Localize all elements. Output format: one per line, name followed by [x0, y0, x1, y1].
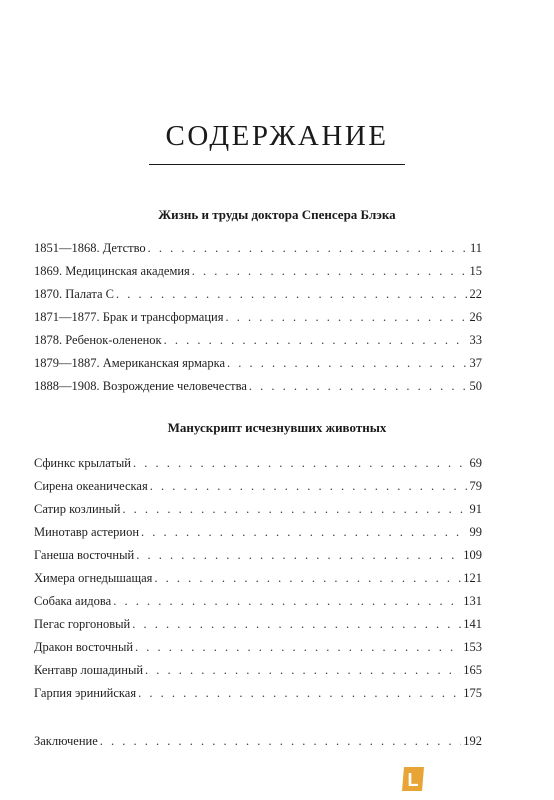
section-heading-manuscript: Манускрипт исчезнувших животных: [167, 420, 387, 435]
page-title: СОДЕРЖАНИЕ: [165, 120, 389, 152]
dot-leader: [148, 240, 468, 256]
toc-entry-label: 1888—1908. Возрождение человечества: [34, 379, 247, 393]
toc-entry-page: 50: [469, 379, 482, 393]
toc-entry-page: 69: [469, 456, 482, 470]
toc-entry-label: Собака аидова: [34, 594, 112, 608]
toc-entry[interactable]: [34, 662, 482, 678]
toc-entry[interactable]: [34, 355, 482, 371]
toc-entry[interactable]: [34, 378, 482, 394]
toc-entry-label: 1878. Ребенок-олененок: [34, 333, 162, 347]
toc-entry-label: Дракон восточный: [34, 640, 134, 654]
toc-entry[interactable]: [34, 685, 482, 701]
toc-entry-label: Минотавр астерион: [34, 525, 140, 539]
toc-entry-page: 11: [469, 241, 482, 255]
dot-leader: [133, 455, 468, 471]
toc-entry-label: Гарпия эринийская: [34, 686, 137, 700]
toc-entry-page: 192: [463, 734, 482, 748]
toc-entry-page: 109: [463, 548, 482, 562]
dot-leader: [138, 685, 461, 701]
toc-entry-page: 99: [469, 525, 482, 539]
toc-entry-page: 37: [469, 356, 482, 370]
toc-entry-page: 131: [463, 594, 482, 608]
toc-entry[interactable]: [34, 332, 482, 348]
toc-entry-label: Сатир козлиный: [34, 502, 121, 516]
dot-leader: [164, 332, 468, 348]
dot-leader: [141, 524, 467, 540]
toc-entry[interactable]: [34, 501, 482, 517]
dot-leader: [150, 478, 468, 494]
toc-entry[interactable]: [34, 570, 482, 586]
toc-entry[interactable]: [34, 547, 482, 563]
toc-entry-label: 1870. Палата С: [34, 287, 115, 301]
dot-leader: [154, 570, 461, 586]
toc-entry-closing[interactable]: [34, 733, 482, 749]
toc-entry-page: 153: [463, 640, 482, 654]
dot-leader: [249, 378, 468, 394]
title-underline: [149, 164, 405, 165]
toc-entry-page: 22: [469, 287, 482, 301]
dot-leader: [145, 662, 461, 678]
toc-entry[interactable]: [34, 593, 482, 609]
toc-entry[interactable]: [34, 616, 482, 632]
publisher-logo-icon: [398, 764, 428, 794]
dot-leader: [192, 263, 468, 279]
toc-entry[interactable]: [34, 263, 482, 279]
toc-entry-page: 15: [469, 264, 482, 278]
toc-entry-page: 26: [469, 310, 482, 324]
dot-leader: [122, 501, 467, 517]
toc-entry-label: Заключение: [34, 734, 98, 748]
dot-leader: [132, 616, 461, 632]
toc-entry-page: 175: [463, 686, 482, 700]
dot-leader: [227, 355, 467, 371]
toc-entry[interactable]: [34, 309, 482, 325]
toc-entry-page: 165: [463, 663, 482, 677]
toc-entry-page: 79: [469, 479, 482, 493]
toc-entry-label: Сфинкс крылатый: [34, 456, 131, 470]
toc-entry[interactable]: [34, 286, 482, 302]
dot-leader: [100, 733, 462, 749]
dot-leader: [225, 309, 467, 325]
dot-leader: [135, 639, 461, 655]
toc-entry-label: 1869. Медицинская академия: [34, 264, 190, 278]
toc-entry[interactable]: [34, 455, 482, 471]
toc-entry-page: 91: [469, 502, 482, 516]
toc-entry-page: 33: [469, 333, 482, 347]
toc-entry-label: Сирена океаническая: [34, 479, 148, 493]
dot-leader: [136, 547, 461, 563]
toc-entry[interactable]: [34, 478, 482, 494]
toc-entry-page: 121: [463, 571, 482, 585]
toc-entry[interactable]: [34, 639, 482, 655]
dot-leader: [116, 286, 467, 302]
toc-entry-label: Ганеша восточный: [34, 548, 135, 562]
section-heading-life: Жизнь и труды доктора Спенсера Блэка: [158, 207, 396, 222]
toc-entry-label: Химера огнедышащая: [34, 571, 153, 585]
logo-letter: L: [407, 770, 419, 790]
toc-entry-label: Пегас горгоновый: [34, 617, 131, 631]
dot-leader: [113, 593, 461, 609]
toc-entry[interactable]: [34, 524, 482, 540]
toc-entry-label: Кентавр лошадиный: [34, 663, 144, 677]
toc-entry-page: 141: [463, 617, 482, 631]
toc-entry[interactable]: [34, 240, 482, 256]
toc-entry-label: 1879—1887. Американская ярмарка: [34, 356, 226, 370]
toc-entry-label: 1851—1868. Детство: [34, 241, 146, 255]
toc-entry-label: 1871—1877. Брак и трансформация: [34, 310, 224, 324]
